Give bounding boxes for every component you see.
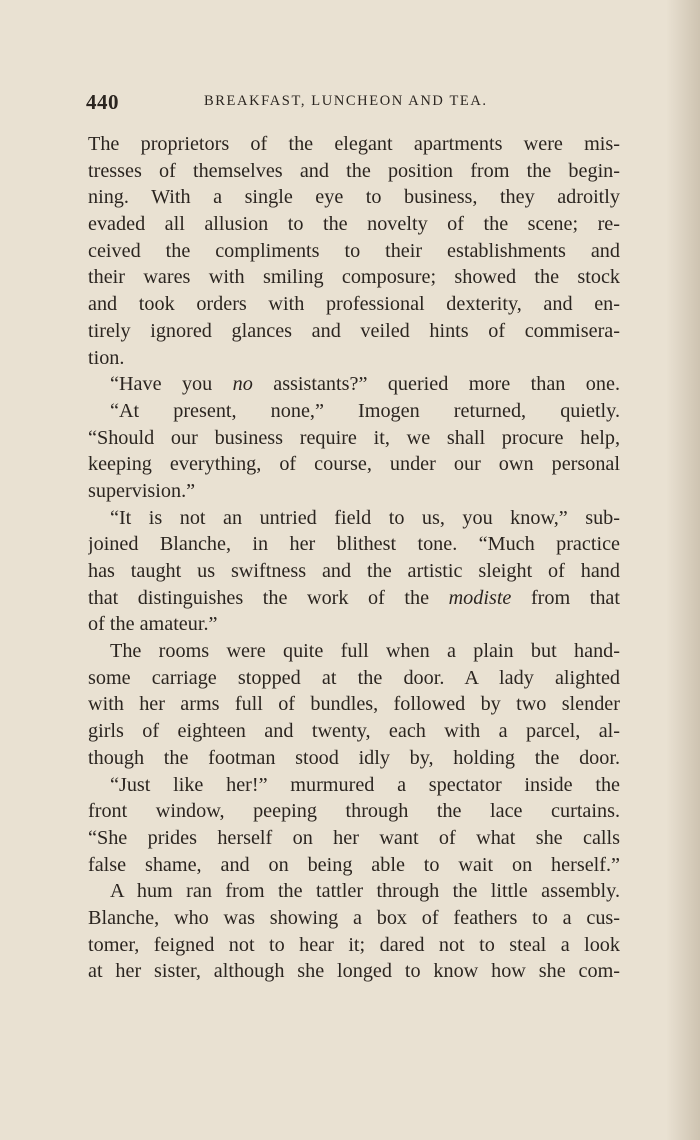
text-segment: and took orders with professional dexterity, and en-: [88, 293, 620, 316]
text-line: [88, 691, 620, 718]
text-segment: ning. With a single eye to business, they adroitly: [88, 186, 620, 209]
text-line: [88, 798, 620, 825]
text-segment: that distinguishes the work of the: [88, 586, 449, 609]
text-line: [88, 665, 620, 692]
text-line: [88, 425, 620, 452]
text-segment: The proprietors of the elegant apartments were mis-: [88, 133, 620, 155]
text-segment: some carriage stopped at the door. A lady alighted: [88, 666, 620, 689]
text-segment: with her arms full of bundles, followed by two slender: [88, 693, 620, 716]
text-segment: tirely ignored glances and veiled hints of commisera-: [88, 319, 620, 342]
text-segment: from that: [511, 586, 620, 609]
text-line: [88, 478, 620, 505]
text-line: [88, 825, 620, 852]
text-segment: girls of eighteen and twenty, each with a parcel, al-: [88, 720, 620, 743]
text-segment: keeping everything, of course, under our own personal: [88, 453, 620, 476]
text-line: [88, 611, 620, 638]
text-line: [88, 345, 620, 372]
text-segment: evaded all allusion to the novelty of the scene; re-: [88, 213, 620, 236]
text-line: [88, 958, 620, 985]
text-line: [88, 398, 620, 425]
text-segment: their wares with smiling composure; showed the stock: [88, 266, 620, 289]
text-segment: tomer, feigned not to hear it; dared not to steal a look: [88, 933, 620, 956]
text-line: [88, 638, 620, 665]
text-line: [88, 318, 620, 345]
text-line: [88, 745, 620, 772]
text-segment: “Have you: [110, 373, 233, 396]
text-line: [88, 291, 620, 318]
page-number: 440: [86, 90, 119, 114]
text-line: [88, 131, 620, 158]
text-line: [88, 558, 620, 585]
body-text: [88, 131, 620, 985]
text-line: [88, 878, 620, 905]
text-line: [88, 264, 620, 291]
text-line: [88, 451, 620, 478]
text-line: [88, 184, 620, 211]
text-segment: tresses of themselves and the position from the begin-: [88, 159, 620, 182]
text-segment: ceived the compliments to their establishments and: [88, 239, 620, 262]
text-line: [88, 158, 620, 185]
text-line: [88, 211, 620, 238]
text-segment: though the footman stood idly by, holding the door.: [88, 746, 620, 769]
text-line: [88, 505, 620, 532]
text-segment: false shame, and on being able to wait on herself.”: [88, 853, 620, 876]
text-segment: at her sister, although she longed to know how she com-: [88, 960, 620, 983]
text-segment: joined Blanche, in her blithest tone. “Much practice: [88, 533, 620, 556]
text-segment: A hum ran from the tattler through the little assembly.: [110, 880, 620, 903]
text-segment: “She prides herself on her want of what she calls: [88, 826, 620, 849]
text-segment: tion.: [88, 346, 125, 369]
text-line: [88, 585, 620, 612]
text-segment: front window, peeping through the lace curtains.: [88, 800, 620, 823]
text-segment: has taught us swiftness and the artistic sleight of hand: [88, 560, 620, 582]
text-segment: “Just like her!” murmured a spectator inside the: [110, 773, 620, 796]
text-line: [88, 238, 620, 265]
text-line: [88, 718, 620, 745]
running-head: BREAKFAST, LUNCHEON AND TEA.: [204, 93, 488, 109]
text-segment: assistants?” queried more than one.: [252, 373, 620, 396]
page-header: [86, 90, 620, 116]
text-line: [88, 905, 620, 932]
text-segment: “Should our business require it, we shall procure help,: [88, 426, 620, 449]
text-segment: Blanche, who was showing a box of feathers to a cus-: [88, 906, 620, 929]
text-segment: of the amateur.”: [88, 613, 218, 636]
text-segment: supervision.”: [88, 479, 196, 502]
text-line: [88, 932, 620, 959]
text-line: [88, 371, 620, 398]
italic-text: modiste: [448, 586, 512, 609]
text-segment: “At present, none,” Imogen returned, quietly.: [110, 399, 620, 422]
page-edge-shadow: [666, 0, 700, 1140]
text-segment: The rooms were quite full when a plain but hand-: [110, 640, 620, 663]
text-line: [88, 852, 620, 879]
italic-text: no: [232, 373, 253, 396]
text-line: [88, 531, 620, 558]
text-segment: “It is not an untried field to us, you know,” sub-: [110, 506, 620, 529]
text-line: [88, 772, 620, 799]
